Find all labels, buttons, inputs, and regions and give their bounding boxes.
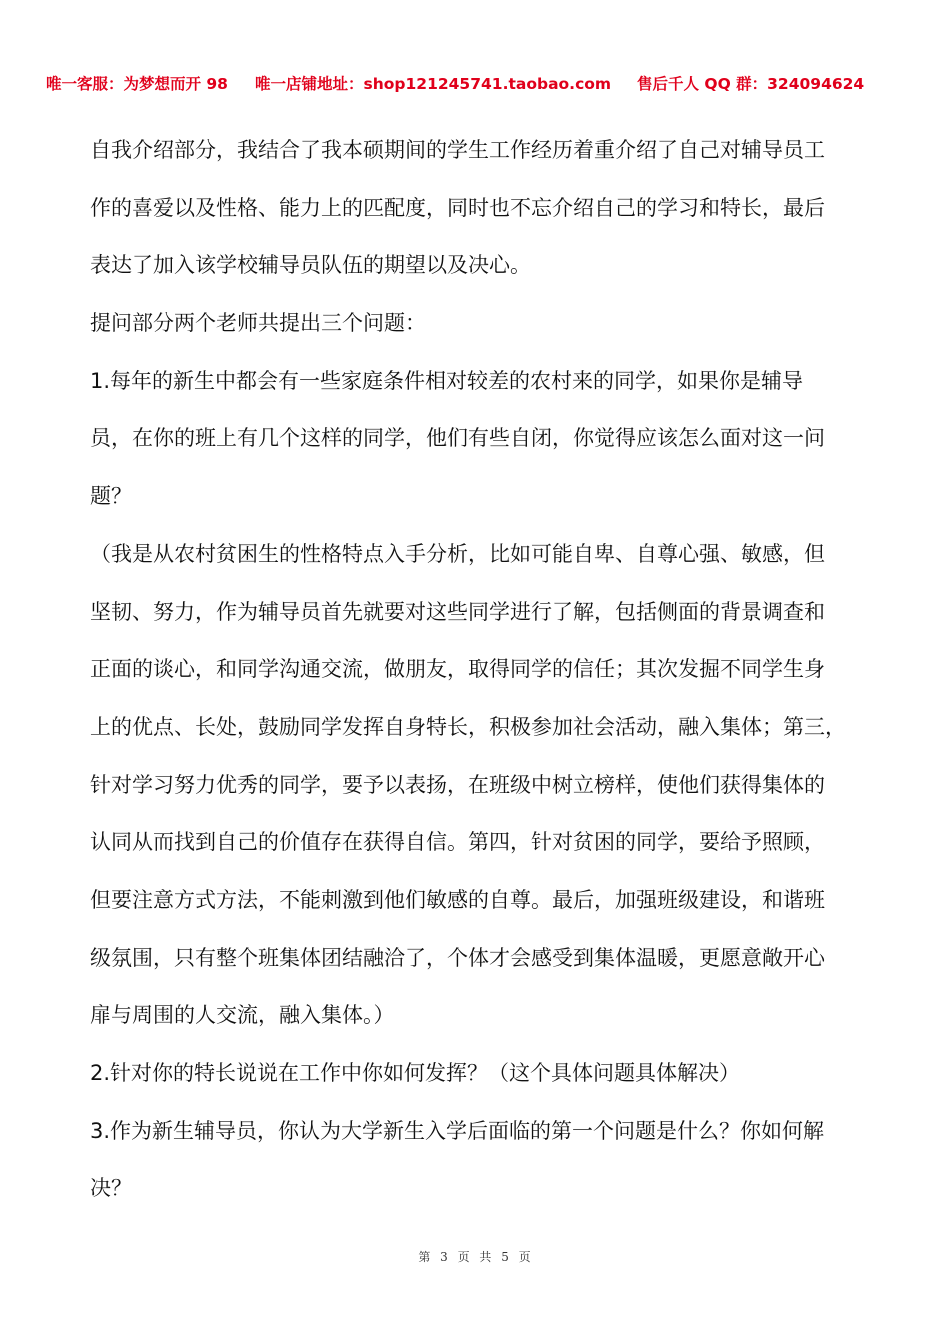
answer-line: 针对学习努力优秀的同学，要予以表扬，在班级中树立榜样，使他们获得集体的: [90, 772, 825, 797]
header-service-text: 唯一客服：为梦想而开 98: [46, 75, 228, 93]
question-1-line: 员，在你的班上有几个这样的同学，他们有些自闭，你觉得应该怎么面对这一问: [90, 426, 825, 451]
body-line: 自我介绍部分，我结合了我本硕期间的学生工作经历着重介绍了自己对辅导员工: [90, 138, 825, 162]
answer-line: 上的优点、长处，鼓励同学发挥自身特长，积极参加社会活动，融入集体；第三，: [90, 714, 846, 739]
answer-line: 级氛围，只有整个班集体团结融洽了，个体才会感受到集体温暖，更愿意敞开心: [90, 945, 825, 970]
answer-line: （我是从农村贫困生的性格特点入手分析，比如可能自卑、自尊心强、敏感，但: [90, 541, 825, 566]
document-body: [90, 130, 890, 1226]
header-shop-address: 唯一店铺地址：shop121245741.taobao.com: [255, 75, 612, 93]
body-line: 表达了加入该学校辅导员队伍的期望以及决心。: [90, 253, 531, 278]
body-line: 提问部分两个老师共提出三个问题：: [90, 311, 426, 336]
answer-line: 坚韧、努力，作为辅导员首先就要对这些同学进行了解，包括侧面的背景调查和: [90, 599, 825, 624]
question-3-line: 3.作为新生辅导员，你认为大学新生入学后面临的第一个问题是什么？你如何解: [90, 1118, 825, 1143]
question-2-line: 2.针对你的特长说说在工作中你如何发挥？（这个具体问题具体解决）: [90, 1061, 741, 1085]
answer-line: 认同从而找到自己的价值存在获得自信。第四，针对贫困的同学，要给予照顾，: [90, 830, 825, 855]
answer-line: 但要注意方式方法，不能刺激到他们敏感的自尊。最后，加强班级建设，和谐班: [90, 887, 825, 912]
body-line: 作的喜爱以及性格、能力上的匹配度，同时也不忘介绍自己的学习和特长，最后: [90, 195, 825, 220]
answer-line: 正面的谈心，和同学沟通交流，做朋友，取得同学的信任；其次发掘不同学生身: [90, 657, 825, 682]
answer-line: 扉与周围的人交流，融入集体。）: [90, 1003, 395, 1028]
header-qq-group: 售后千人 QQ 群：324094624: [637, 75, 865, 93]
question-1-line: 1.每年的新生中都会有一些家庭条件相对较差的农村来的同学，如果你是辅导: [90, 368, 804, 393]
page-number: 第 3 页 共 5 页: [418, 1250, 532, 1264]
header-banner: [0, 72, 950, 98]
question-3-line: 决？: [90, 1176, 132, 1201]
question-1-line: 题？: [90, 484, 132, 509]
